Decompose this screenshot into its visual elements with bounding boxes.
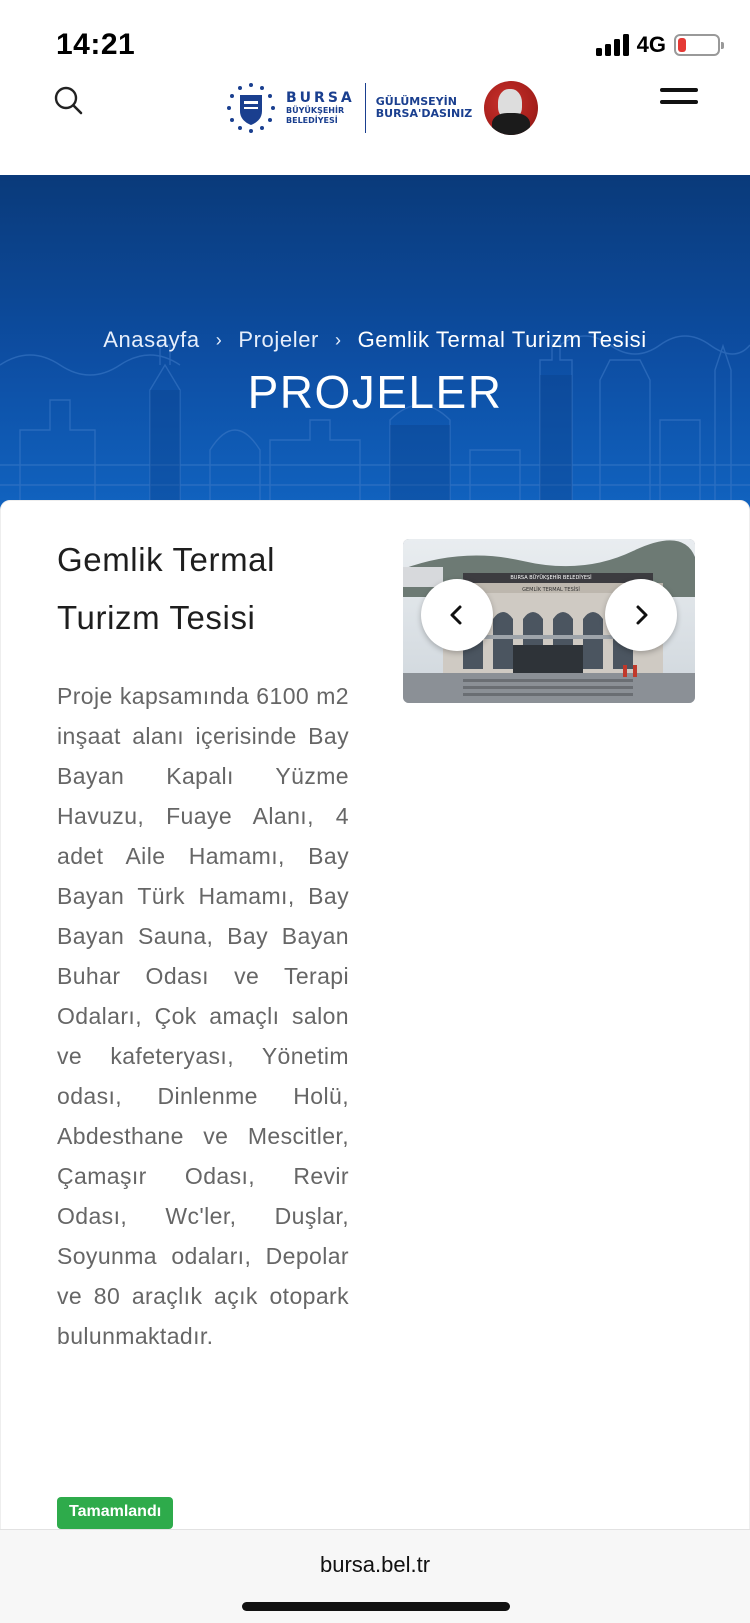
- project-image-carousel[interactable]: [403, 539, 695, 703]
- breadcrumb-projects-link[interactable]: Projeler: [238, 327, 319, 352]
- site-header: [0, 80, 750, 175]
- cellular-signal-icon: [596, 34, 629, 56]
- building-sign-line2: GEMLİK TERMAL TESİSİ: [522, 587, 580, 593]
- project-description: Proje kapsamında 6100 m2 inşaat alanı içerisinde Bay Bayan Kapalı Yüzme Havuzu, Fuaye Alanı, 4 adet Aile Hamamı, Bay Bayan Türk Hamamı, Bay Bayan Sauna, Bay Bayan Buhar Odası ve Terapi Odaları, Çok amaçlı salon ve kafeteryası, Yönetim odası, Dinlenme Holü, Abdesthane ve Mescitler, Çamaşır Odası, Revir Odası, Wc'ler, Duşlar, Soyunma odaları, Depolar ve 80 araçlık açık otopark bulunmaktadır.: [57, 683, 349, 1349]
- search-button[interactable]: [52, 84, 86, 118]
- municipality-emblem-icon: [222, 81, 280, 135]
- status-bar: [0, 0, 750, 80]
- logo-slogan: [376, 96, 473, 119]
- chevron-right-icon: [629, 603, 653, 627]
- breadcrumb-current: Gemlik Termal Turizm Tesisi: [357, 327, 647, 352]
- status-indicators: [596, 32, 720, 58]
- address-bar[interactable]: bursa.bel.tr: [319, 1552, 431, 1577]
- logo-line2: BÜYÜKŞEHİR: [286, 106, 345, 115]
- home-indicator[interactable]: [242, 1602, 510, 1611]
- building-sign-line1: BURSA BÜYÜKŞEHİR BELEDİYESİ: [510, 575, 592, 581]
- logo-line3: BELEDİYESİ: [286, 116, 338, 125]
- slogan-line2: BURSA'DASINIZ: [375, 107, 473, 120]
- chevron-right-icon: ›: [215, 329, 223, 350]
- ataturk-portrait-icon: [484, 81, 538, 135]
- carousel-prev-button[interactable]: [421, 579, 493, 651]
- chevron-left-icon: [445, 603, 469, 627]
- slogan-line1: GÜLÜMSEYİN: [375, 95, 457, 109]
- logo-line1: BURSA: [286, 90, 355, 106]
- page-hero: [0, 175, 750, 510]
- carousel-next-button[interactable]: [605, 579, 677, 651]
- search-icon: [52, 84, 86, 118]
- hamburger-menu-button[interactable]: [660, 88, 698, 114]
- logo-divider: [365, 83, 366, 133]
- menu-bar-icon: [660, 100, 698, 104]
- battery-level: [678, 38, 686, 52]
- status-time: 14:21: [56, 28, 136, 61]
- project-card: [0, 500, 750, 1530]
- page-title: PROJELER: [247, 366, 503, 418]
- breadcrumb-home-link[interactable]: Anasayfa: [103, 327, 200, 352]
- logo-wordmark: [286, 91, 355, 125]
- network-type: 4G: [636, 32, 666, 57]
- menu-bar-icon: [660, 88, 698, 92]
- breadcrumb: [0, 327, 750, 353]
- chevron-right-icon: ›: [334, 329, 342, 350]
- bursa-logo[interactable]: [222, 80, 538, 136]
- battery-icon: [674, 34, 720, 56]
- browser-bottom-bar: [0, 1529, 750, 1623]
- status-badge: Tamamlandı: [57, 1497, 173, 1529]
- project-title: Gemlik Termal Turizm Tesisi: [57, 541, 276, 636]
